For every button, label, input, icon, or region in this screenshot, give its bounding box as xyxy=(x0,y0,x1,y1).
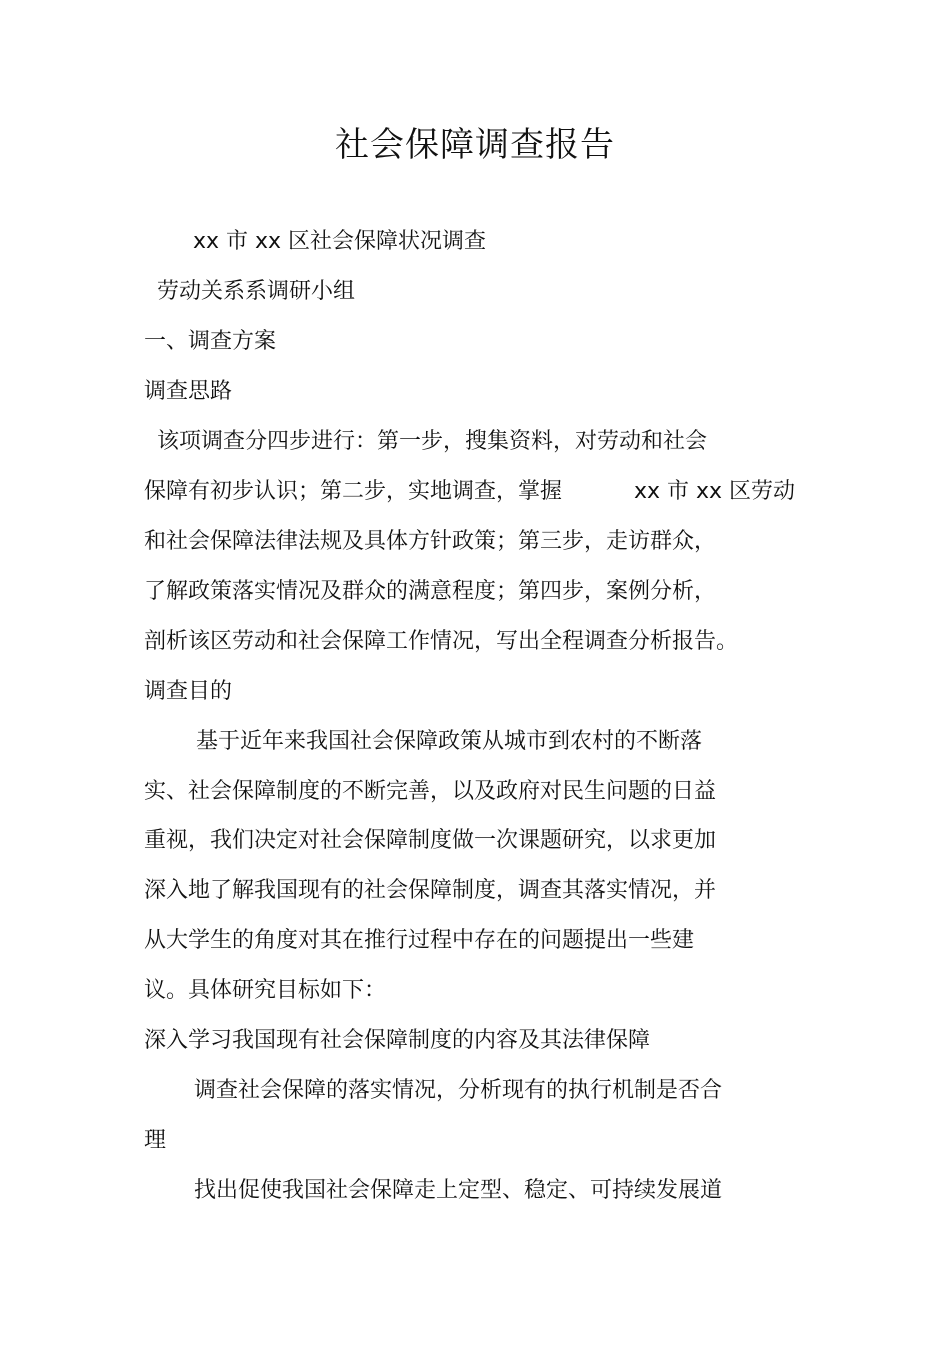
purpose-line: 重视，我们决定对社会保障制度做一次课题研究，以求更加 xyxy=(144,828,717,853)
purpose-heading: 调查目的 xyxy=(144,679,233,704)
purpose-line: 基于近年来我国社会保障政策从城市到农村的不断落 xyxy=(196,729,703,754)
document-author: 劳动关系系调研小组 xyxy=(157,279,356,304)
purpose-line: 议。具体研究目标如下： xyxy=(144,978,387,1003)
goal-item: 调查社会保障的落实情况，分析现有的执行机制是否合 xyxy=(194,1078,723,1103)
section-heading: 一、调查方案 xyxy=(144,329,277,354)
approach-line: 保障有初步认识；第二步，实地调查，掌握 xyxy=(144,479,563,504)
purpose-line: 从大学生的角度对其在推行过程中存在的问题提出一些建 xyxy=(144,928,695,953)
document-title: 社会保障调查报告 xyxy=(335,125,615,165)
approach-heading: 调查思路 xyxy=(144,379,233,404)
approach-line: 和社会保障法律法规及具体方针政策；第三步，走访群众， xyxy=(144,529,717,554)
purpose-line: 实、社会保障制度的不断完善，以及政府对民生问题的日益 xyxy=(144,779,717,804)
approach-line: 该项调查分四步进行：第一步，搜集资料，对劳动和社会 xyxy=(157,429,708,454)
approach-line-continuation: xx 市 xx 区劳动 xyxy=(634,479,796,504)
goal-item: 深入学习我国现有社会保障制度的内容及其法律保障 xyxy=(144,1028,651,1053)
approach-line: 了解政策落实情况及群众的满意程度；第四步，案例分析， xyxy=(144,579,717,604)
goal-item-continuation: 理 xyxy=(144,1128,167,1153)
goal-item: 找出促使我国社会保障走上定型、稳定、可持续发展道 xyxy=(194,1178,723,1203)
approach-line: 剖析该区劳动和社会保障工作情况，写出全程调查分析报告。 xyxy=(144,629,739,654)
document-subtitle: xx 市 xx 区社会保障状况调查 xyxy=(193,229,487,254)
purpose-line: 深入地了解我国现有的社会保障制度，调查其落实情况，并 xyxy=(144,878,717,903)
